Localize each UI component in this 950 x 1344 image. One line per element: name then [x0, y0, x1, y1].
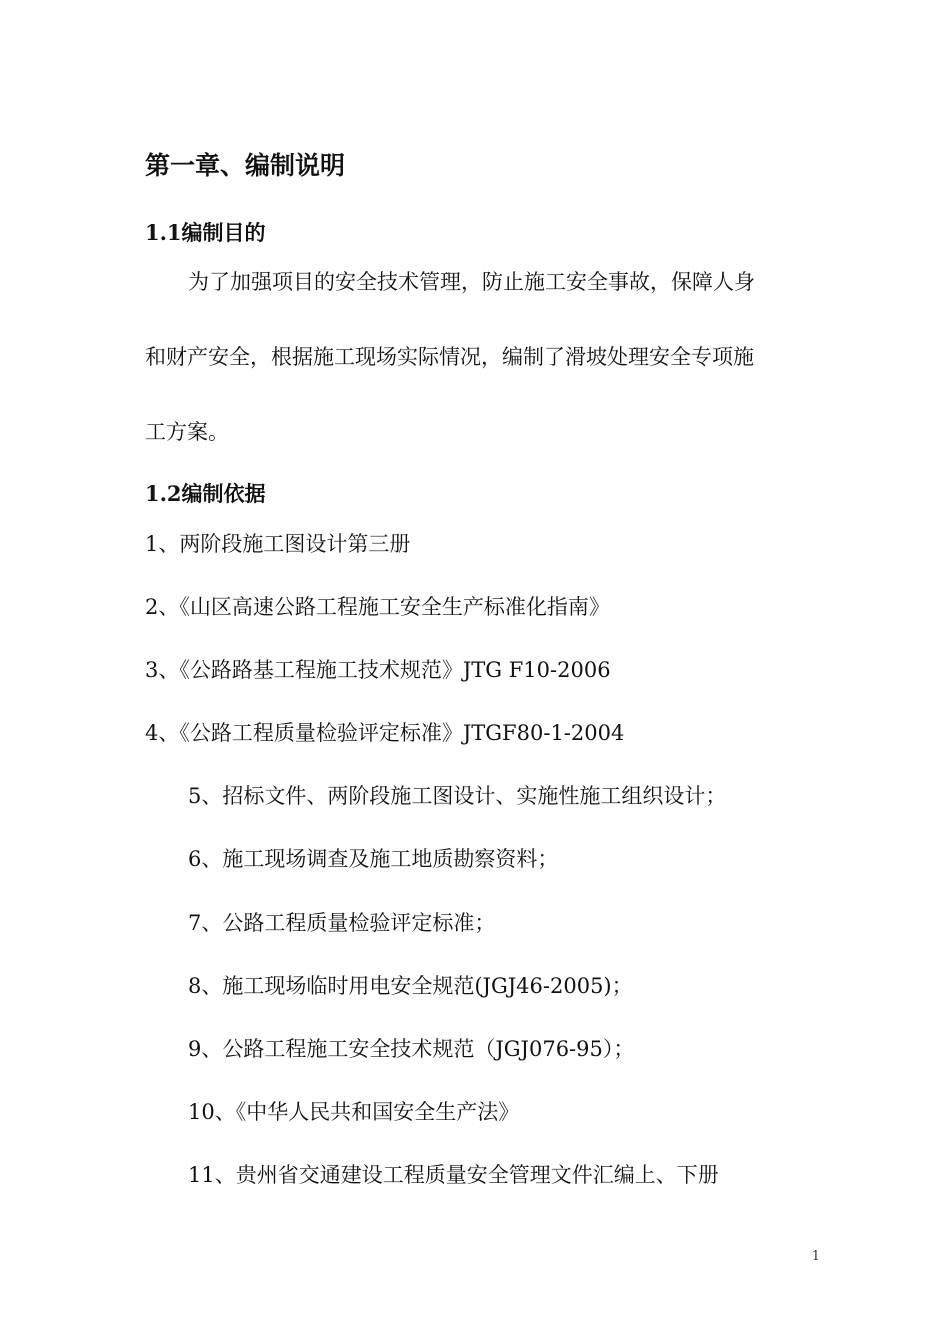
- paragraph-line: 为了加强项目的安全技术管理，防止施工安全事故，保障人身: [188, 270, 755, 294]
- section-heading-basis: 1.2编制依据: [145, 481, 266, 506]
- section-heading-purpose: 1.1编制目的: [145, 220, 266, 245]
- list-item: 11、贵州省交通建设工程质量安全管理文件汇编上、下册: [188, 1163, 719, 1187]
- list-item: 9、公路工程施工安全技术规范（JGJ076-95）；: [188, 1037, 635, 1061]
- paragraph-line: 工方案。: [145, 420, 229, 444]
- list-item: 5、招标文件、两阶段施工图设计、实施性施工组织设计；: [188, 784, 727, 808]
- list-item: 10、《中华人民共和国安全生产法》: [188, 1100, 520, 1124]
- list-item: 6、施工现场调查及施工地质勘察资料；: [188, 847, 559, 871]
- page-number: 1: [811, 1249, 820, 1264]
- list-item: 2、《山区高速公路工程施工安全生产标准化指南》: [145, 595, 610, 619]
- paragraph-line: 和财产安全，根据施工现场实际情况，编制了滑坡处理安全专项施: [145, 345, 754, 369]
- list-item: 8、施工现场临时用电安全规范(JGJ46-2005)；: [188, 974, 633, 998]
- list-item: 4、《公路工程质量检验评定标准》JTGF80-1-2004: [145, 721, 625, 745]
- list-item: 1、两阶段施工图设计第三册: [145, 532, 411, 556]
- list-item: 3、《公路路基工程施工技术规范》JTG F10-2006: [145, 658, 611, 682]
- chapter-title: 第一章、编制说明: [145, 151, 346, 180]
- list-item: 7、公路工程质量检验评定标准；: [188, 911, 496, 935]
